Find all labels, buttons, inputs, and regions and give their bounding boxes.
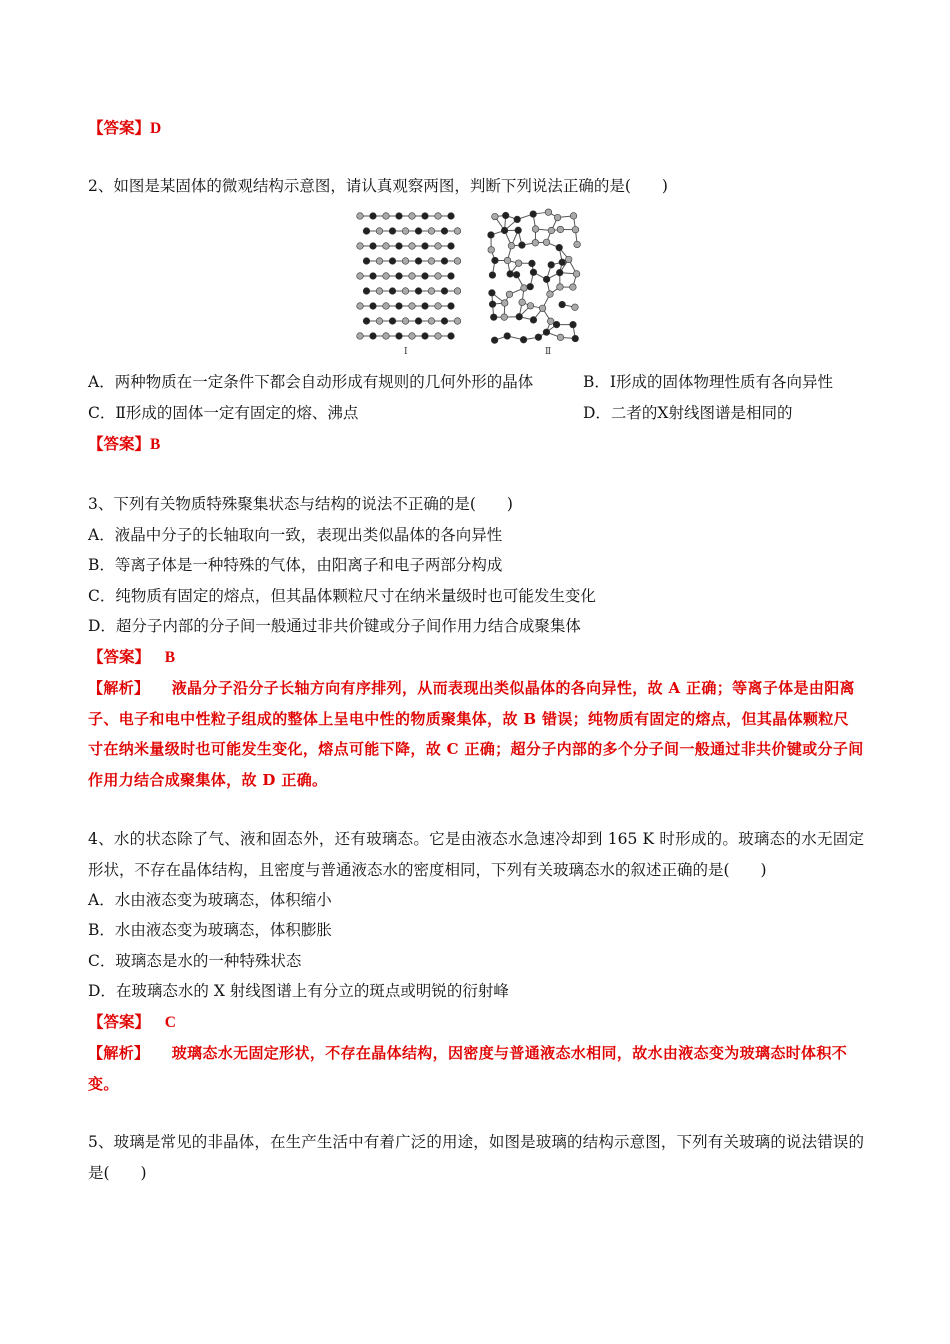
q2-answer [88,434,160,455]
atom [428,258,435,265]
atom [545,209,552,216]
atom [519,242,526,249]
atom [396,303,403,310]
atom [441,288,448,295]
atom [547,291,554,298]
crystalline-structure-I [357,213,461,340]
atom [489,290,496,297]
atom [448,333,455,340]
atom [553,321,560,328]
answer-label: 【答案】 [88,1012,151,1031]
atom [402,288,409,295]
atom [556,269,563,276]
atom [357,303,364,310]
atom [492,213,499,220]
atom [415,258,422,265]
atom [441,258,448,265]
atom [422,243,429,250]
atom [370,243,377,250]
atom [573,271,580,278]
atom [363,288,370,295]
analysis-text: 液晶分子沿分子长轴方向有序排列，从而表现出类似晶体的各向异性，故 A 正确；等离子体是由阳离子、电子和电中性粒子组成的整体上呈电中性的物质聚集体，故 B 错误；纯物质有固定的熔点，但其晶体颗粒尺寸在纳米量级时也可能发生变化，熔点可能下降，故 C 正确；超分子内部的多个分子间一般通过非共价键或分子间作用力结合成聚集体，故 D 正确。 [88,679,864,789]
figure-label-1: Ⅰ [404,347,408,357]
analysis-text: 玻璃态水无固定形状，不存在晶体结构，因密度与普通液态水相同，故水由液态变为玻璃态时体积不变。 [88,1044,848,1093]
atom [409,333,416,340]
atom [454,318,461,325]
atom [557,226,564,233]
q5-stem: 5、玻璃是常见的非晶体，在生产生活中有着广泛的用途，如图是玻璃的结构示意图，下列有关玻璃的说法错误的是( ) [88,1133,864,1182]
atom [515,227,522,234]
atom [527,303,534,310]
q2-option-a: A．两种物质在一定条件下都会自动形成有规则的几何外形的晶体 [88,373,534,391]
atom [454,288,461,295]
atom [539,305,546,312]
atom [504,257,511,264]
atom [559,259,566,266]
atom [520,336,527,343]
atom [428,288,435,295]
answer-label: 【答案】 [88,434,151,453]
atom [357,243,364,250]
atom [415,228,422,235]
atom [557,284,564,291]
atom [565,256,572,263]
atom [415,318,422,325]
atom [448,303,455,310]
atom [490,314,497,321]
atom [435,333,442,340]
atom [389,288,396,295]
atom [402,228,409,235]
atom [370,303,377,310]
atom [396,333,403,340]
atom [422,303,429,310]
answer-value: C [164,1014,176,1031]
atom [554,214,561,221]
atom [529,260,536,267]
atom [513,271,520,278]
atom [530,317,537,324]
atom [376,228,383,235]
atom [435,243,442,250]
answer-label: 【答案】 [88,647,151,666]
amorphous-structure-II [488,209,581,344]
atom [370,213,377,220]
atom [508,242,515,249]
q3-analysis [88,673,864,795]
q3-stem: 3、下列有关物质特殊聚集状态与结构的说法不正确的是( ) [88,495,513,513]
atom [516,313,523,320]
atom [389,318,396,325]
atom [570,213,577,220]
atom [506,291,513,298]
atom [415,288,422,295]
atom [559,301,566,308]
answer-value: B [150,436,161,453]
q4-option-d: D．在玻璃态水的 X 射线图谱上有分立的斑点或明锐的衍射峰 [88,982,509,1000]
atom [402,258,409,265]
atom [363,318,370,325]
atom [515,260,522,267]
atom [502,212,509,219]
atom [370,333,377,340]
atom [556,244,563,251]
atom [363,258,370,265]
atom [454,228,461,235]
atom [383,273,390,280]
q2-option-b: B．Ⅰ形成的固体物理性质有各向异性 [583,373,834,391]
atom [504,333,511,340]
atom [489,272,496,279]
atom [454,258,461,265]
q3-option-c: C．纯物质有固定的熔点，但其晶体颗粒尺寸在纳米量级时也可能发生变化 [88,587,596,605]
atom [383,303,390,310]
atom [570,284,577,291]
q4-answer [88,1012,176,1033]
atom [409,213,416,220]
atom [396,273,403,280]
atom [435,273,442,280]
atom [357,213,364,220]
q4-analysis [88,1038,864,1099]
q3-answer [88,647,175,668]
atom [383,333,390,340]
analysis-label: 【解析】 [88,1044,150,1062]
atom [488,247,495,254]
atom [488,232,495,239]
atom [547,318,554,325]
atom [514,216,521,223]
atom [396,243,403,250]
atom [383,213,390,220]
q4-option-b: B．水由液态变为玻璃态，体积膨胀 [88,921,332,939]
answer-value: D [150,120,162,137]
atom [448,213,455,220]
answer-label: 【答案】 [88,118,151,137]
q2-option-c: C．Ⅱ形成的固体一定有固定的熔、沸点 [88,404,359,422]
atom [530,211,537,218]
atom [428,228,435,235]
crystal-structure-figure [352,208,602,358]
atom [519,299,526,306]
atom [441,318,448,325]
atom [543,276,550,283]
atom [422,273,429,280]
atom [363,228,370,235]
atom [376,258,383,265]
atom [357,273,364,280]
atom [422,333,429,340]
q4-option-a: A．水由液态变为玻璃态，体积缩小 [88,891,332,909]
atom [501,227,508,234]
atom [448,243,455,250]
atom [448,273,455,280]
atom [530,269,537,276]
atom [507,271,514,278]
atom [396,213,403,220]
analysis-label: 【解析】 [88,679,150,697]
atom [409,273,416,280]
atom [389,258,396,265]
atom [527,283,534,290]
atom [557,334,564,341]
atom [489,301,496,308]
atom [574,241,581,248]
atom [370,273,377,280]
atom [572,335,579,342]
figure-label-2: Ⅱ [545,347,552,357]
atom [402,318,409,325]
atom [548,227,555,234]
atom [491,337,498,344]
atom [409,243,416,250]
q4-stem: 4、水的状态除了气、液和固态外，还有玻璃态。它是由液态水急速冷却到 165 K 时形成的。玻璃态的水无固定形状，不存在晶体结构，且密度与普通液态水的密度相同，下列有关玻璃态水的叙述正确的是( ) [88,830,864,879]
q2-stem: 2、如图是某固体的微观结构示意图，请认真观察两图，判断下列说法正确的是( ) [88,177,668,195]
atom [357,333,364,340]
atom [501,314,508,321]
atom [409,303,416,310]
atom [532,239,539,246]
atom [532,226,539,233]
atom [572,304,579,311]
atom [548,262,555,269]
atom [389,228,396,235]
structure-diagram [352,208,602,358]
atom [543,329,550,336]
atom [492,257,499,264]
atom [435,213,442,220]
atom [501,300,508,307]
q3-option-d: D．超分子内部的分子间一般通过非共价键或分子间作用力结合成聚集体 [88,617,581,635]
atom [383,243,390,250]
atom [570,321,577,328]
q3-option-b: B．等离子体是一种特殊的气体，由阳离子和电子两部分构成 [88,556,503,574]
atom [376,318,383,325]
atom [428,318,435,325]
atom [521,285,528,292]
atom [441,228,448,235]
q1-answer [88,118,161,139]
atom [543,239,550,246]
q3-option-a: A．液晶中分子的长轴取向一致，表现出类似晶体的各向异性 [88,526,503,544]
atom [435,303,442,310]
q4-option-c: C．玻璃态是水的一种特殊状态 [88,952,302,970]
atom [376,288,383,295]
atom [572,226,579,233]
answer-value: B [164,649,176,666]
atom [422,213,429,220]
atom [535,334,542,341]
q2-option-d: D．二者的X射线图谱是相同的 [583,404,793,422]
